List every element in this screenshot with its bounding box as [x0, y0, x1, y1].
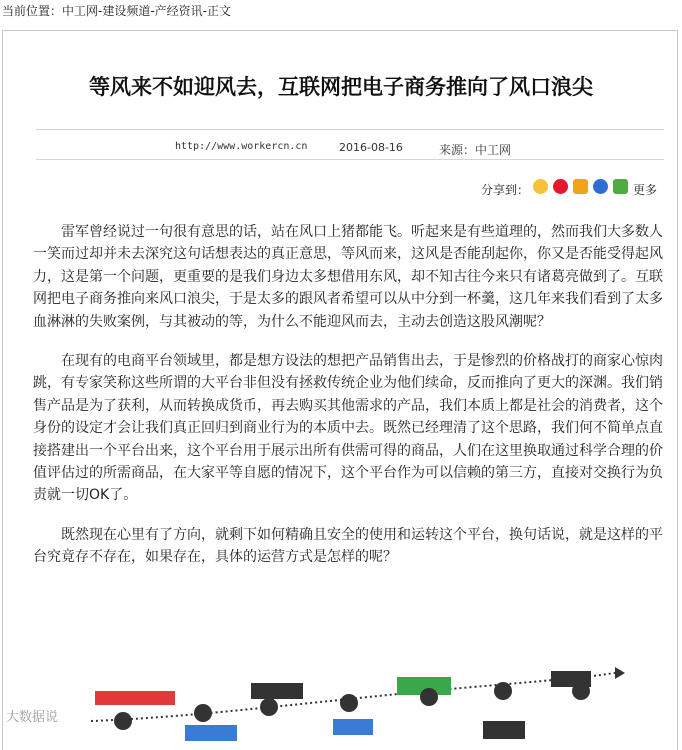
article-url[interactable]: http://www.workercn.cn — [175, 141, 308, 152]
breadcrumb-label: 当前位置： — [2, 4, 63, 18]
diagram-box — [185, 725, 237, 741]
diagram-node-icon — [420, 688, 438, 706]
diagram-node-icon — [572, 682, 590, 700]
diagram-node-icon — [260, 698, 278, 716]
watermark: 大数据说 — [6, 710, 59, 725]
diagram-node-icon — [494, 682, 512, 700]
diagram-node-icon — [114, 712, 132, 730]
platform-flow-diagram — [3, 647, 678, 750]
article-body — [33, 221, 663, 586]
article-meta — [3, 141, 678, 159]
diagram-box — [483, 721, 525, 739]
paragraph: 既然现在心里有了方向，就剩下如何精确且安全的使用和运转这个平台，换句话说，就是这样的平台究竟存不存在，如果存在，具体的运营方式是怎样的呢？ — [33, 526, 663, 566]
renren-icon[interactable] — [593, 179, 608, 194]
arrow-head-icon — [615, 667, 625, 679]
article-panel — [2, 30, 678, 750]
diagram-box — [251, 683, 303, 699]
breadcrumb — [0, 0, 682, 22]
qzone-icon[interactable] — [533, 179, 548, 194]
article-source: 来源：中工网 — [439, 143, 512, 157]
article-title: 等风来不如迎风去，互联网把电子商务推向了风口浪尖 — [89, 74, 593, 99]
share-label: 分享到： — [481, 183, 530, 197]
paragraph: 在现有的电商平台领域里，都是想方设法的想把产品销售出去，于是惨烈的价格战打的商家心惊肉跳，有专家笑称这些所谓的大平台非但没有拯救传统企业为他们续命，反而推向了更大的深渊。我们销售产品是为了获利，从而转换成货币，再去购买其他需求的产品，我们本质上都是社会的消费者，这个身份的设定才会让我们真正回归到商业行为的本质中去。既然已经理清了这个思路，我们何不简单点直接搭建出一个平台出来，这个平台用于展示出所有供需可得的商品，人们在这里换取通过科学合理的价值评估过的所需商品，在大家平等自愿的情况下，这个平台作为可以信赖的第三方，直接对交换行为负责就一切OK了。 — [33, 353, 663, 504]
title-divider — [36, 129, 664, 130]
diagram-box — [333, 719, 373, 735]
share-more-link[interactable]: 更多 — [633, 183, 658, 197]
diagram-node-icon — [340, 694, 358, 712]
weibo-icon[interactable] — [553, 179, 568, 194]
meta-divider — [36, 159, 664, 160]
tencent-weibo-icon[interactable] — [573, 179, 588, 194]
article-date: 2016-08-16 — [339, 141, 403, 154]
plus-icon[interactable] — [613, 179, 628, 194]
diagram-node-icon — [194, 704, 212, 722]
breadcrumb-path[interactable]: 中工网-建设频道-产经资讯-正文 — [62, 4, 232, 18]
diagram-box — [95, 691, 175, 705]
paragraph: 雷军曾经说过一句很有意思的话，站在风口上猪都能飞。听起来是有些道理的，然而我们大多数人一笑而过却并未去深究这句话想表达的真正意思，等风而来，这风是否能刮起你，你又是否能受得起风力，这是第一个问题，更重要的是我们身边太多想借用东风，却不知古往今来只有诸葛亮做到了。互联网把电子商务推向来风口浪尖，于是太多的跟风者希望可以从中分到一杯羹，这几年来我们看到了太多血淋淋的失败案例，与其被动的等，为什么不能迎风而去，主动去创造这股风潮呢？ — [33, 224, 663, 330]
